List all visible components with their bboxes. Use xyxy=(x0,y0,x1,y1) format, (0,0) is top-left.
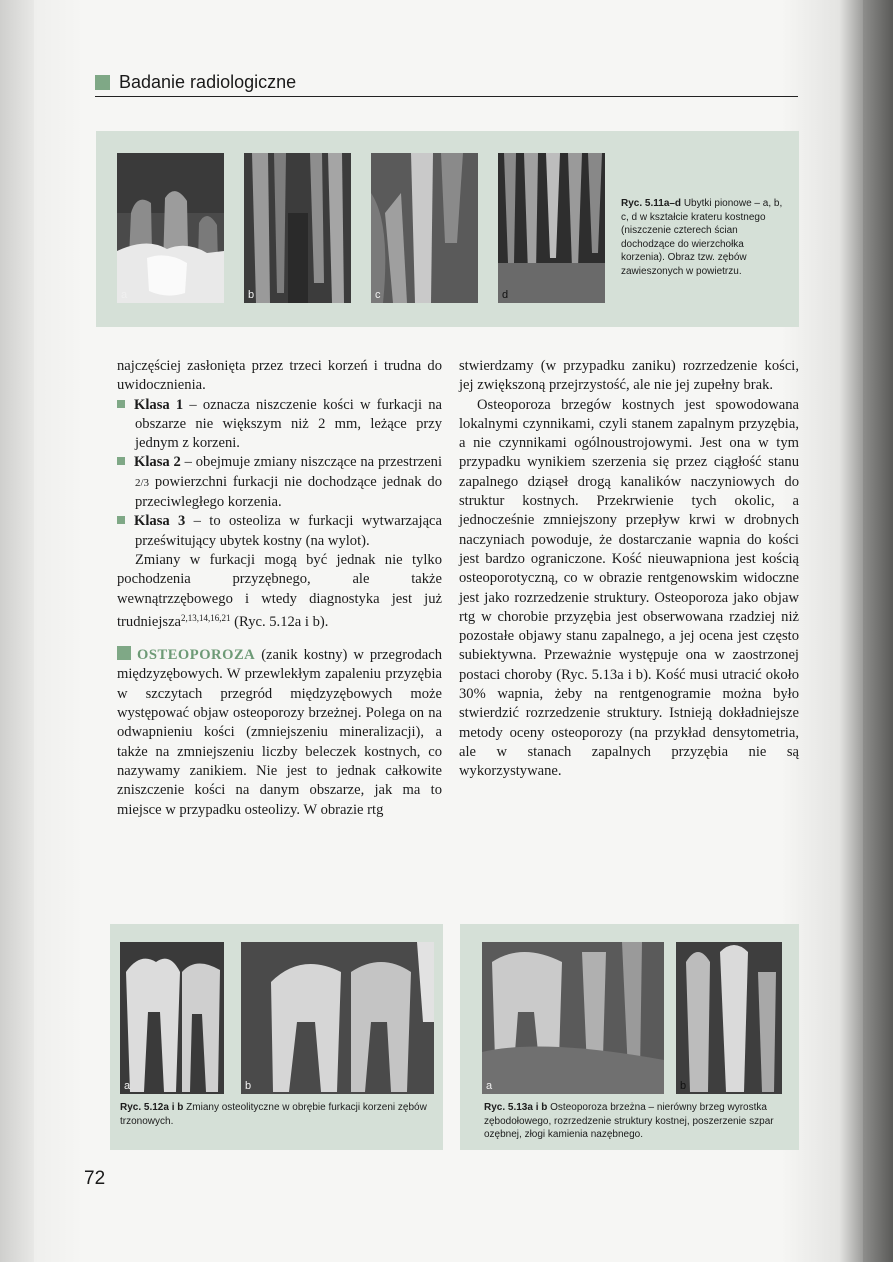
figure-5-13-panel xyxy=(460,924,799,1150)
bullet-text: – oznacza niszczenie kości w furkacji na obszarze nie większym niż 2 mm, leżące przy jednym z korzeni. xyxy=(135,396,442,452)
bullet-marker xyxy=(117,457,125,465)
bullet-marker xyxy=(117,516,125,524)
fraction: 2/3 xyxy=(135,476,150,489)
bullet-term: Klasa 3 xyxy=(134,513,186,530)
section-osteoporoza xyxy=(117,646,442,820)
panel-label: b xyxy=(248,289,255,301)
paragraph xyxy=(117,551,442,632)
bullet-klasa-3 xyxy=(117,512,442,551)
xray-5-13b xyxy=(676,942,782,1094)
header-marker-square xyxy=(95,75,110,90)
panel-label: a xyxy=(124,1080,131,1092)
caption-ref: Ryc. 5.11a–d xyxy=(621,198,682,209)
running-header xyxy=(95,72,798,97)
caption-text: Zmiany osteolityczne w obrębie furkacji korzeni zębów trzonowych. xyxy=(120,1102,427,1127)
caption-ref: Ryc. 5.12a i b xyxy=(120,1102,184,1113)
figure-5-11-caption xyxy=(621,197,786,278)
xray-5-12b xyxy=(241,942,434,1094)
panel-label: c xyxy=(375,289,381,301)
figure-5-12-panel xyxy=(110,924,443,1150)
panel-label: b xyxy=(245,1080,252,1092)
paragraph-text: (Ryc. 5.12a i b). xyxy=(230,613,329,630)
figure-5-13-caption xyxy=(484,1101,784,1142)
xray-5-11a xyxy=(117,153,224,303)
paragraph-text: (zanik kostny) w przegrodach międzyzębowych. W przewlekłym zapaleniu przyzębia w szczytach przegród międzyzębowych może występować objaw osteoporozy brzeżnej. Polega on na odwapnieniu kości (zmniejszeniu mineralizacji), a także na zmniejszeniu liczby beleczek kostnych, co nazywamy zanikiem. Nie jest to jednak całkowite zniszczenie kości na danym obszarze, jak ma to miejsce w przypadku osteolizy. W obrazie rtg xyxy=(117,647,442,818)
header-title: Badanie radiologiczne xyxy=(119,72,297,92)
section-marker xyxy=(117,646,131,660)
xray-5-13a xyxy=(482,942,664,1094)
panel-label: a xyxy=(121,289,128,301)
citation-superscript: 2,13,14,16,21 xyxy=(181,612,231,623)
xray-5-12a xyxy=(120,942,224,1094)
paragraph: Osteoporoza brzegów kostnych jest spowodowana lokalnymi czynnikami, czyli stanem zapalnym przyzębia, a nie czynnikami ogólnoustrojowymi. Jest ona w tym przypadku wynikiem szerzenia się przez ciągłość stanu zapalnego dziąseł drogą kanalików naczyniowych do struktur kostnych. Przekrwienie tych okolic, a jednocześnie zmniejszony przepływ krwi w drobnych naczyniach powoduje, że dostarczanie wapnia do kości jest bardzo ograniczone. Kość nieuwapniona jest kością osteoporotyczną, co w obrazie rentgenowskim widoczne jest jako rozrzedzenie struktury. Osteoporoza jako objaw rtg w chorobie przyzębia jest obserwowana rzadziej niż pozostałe objawy stanu zapalnego, a jej ocena jest często subiektywna. Przeważnie występuje ona w zaostrzonej postaci choroby (Ryc. 5.13a i b). Kość musi utracić około 30% wapnia, żeby na rentgenogramie można było stwierdzić rozrzedzenie struktury. Istnieją dokładniejsze metody oceny osteoporozy (na przykład densytometria, ale w stanach zapalnych przyzębia nie są wykorzystywane. xyxy=(459,396,799,780)
bullet-text: powierzchni furkacji nie dochodzące jednak do przeciwległego korzenia. xyxy=(135,473,442,511)
xray-5-11d xyxy=(498,153,605,303)
bullet-marker xyxy=(117,400,125,408)
bullet-text: – to osteoliza w furkacji wytwarzająca prześwitujący ubytek kostny (na wylot). xyxy=(135,513,442,549)
section-title: OSTEOPOROZA xyxy=(137,647,256,664)
paragraph: najczęściej zasłonięta przez trzeci korzeń i trudna do uwidocznienia. xyxy=(117,358,442,394)
xray-5-11b xyxy=(244,153,351,303)
scan-left-edge xyxy=(0,0,34,1262)
text-column-right xyxy=(459,357,799,782)
paragraph-text: Zmiany w furkacji mogą być jednak nie tylko pochodzenia przyzębnego, ale także wewnątrzzębowego i wtedy diagnostyka jest już trudniejsza xyxy=(117,551,442,630)
panel-label: d xyxy=(502,289,509,301)
bullet-term: Klasa 2 xyxy=(134,454,181,471)
paragraph: stwierdzamy (w przypadku zaniku) rozrzedzenie kości, jej zwiększoną przejrzystość, ale nie jej zupełny brak. xyxy=(459,358,799,394)
caption-text: Osteoporoza brzeżna – nierówny brzeg wyrostka zębodołowego, rozrzedzenie struktury kostnej, poszerzenie szpar ozębnej, złogi kamienia nazębnego. xyxy=(484,1102,774,1140)
figure-5-12-caption xyxy=(120,1101,435,1128)
bullet-term: Klasa 1 xyxy=(134,396,184,413)
panel-label: b xyxy=(680,1080,687,1092)
caption-ref: Ryc. 5.13a i b xyxy=(484,1102,548,1113)
bullet-klasa-1 xyxy=(117,396,442,454)
scan-right-shadow xyxy=(863,0,893,1262)
caption-text: Ubytki pionowe – a, b, c, d w kształcie krateru kostnego (niszczenie czterech ścian dochodzące do wierzchołka korzenia). Obraz tzw. zębów zawieszonych w powietrzu. xyxy=(621,198,783,277)
bullet-text: – obejmuje zmiany niszczące na przestrzeni xyxy=(180,454,442,471)
figure-5-11-panel xyxy=(96,131,799,327)
bullet-klasa-2 xyxy=(117,453,442,512)
panel-label: a xyxy=(486,1080,493,1092)
text-column-left xyxy=(117,357,442,820)
xray-5-11c xyxy=(371,153,478,303)
page-number: 72 xyxy=(84,1168,106,1189)
